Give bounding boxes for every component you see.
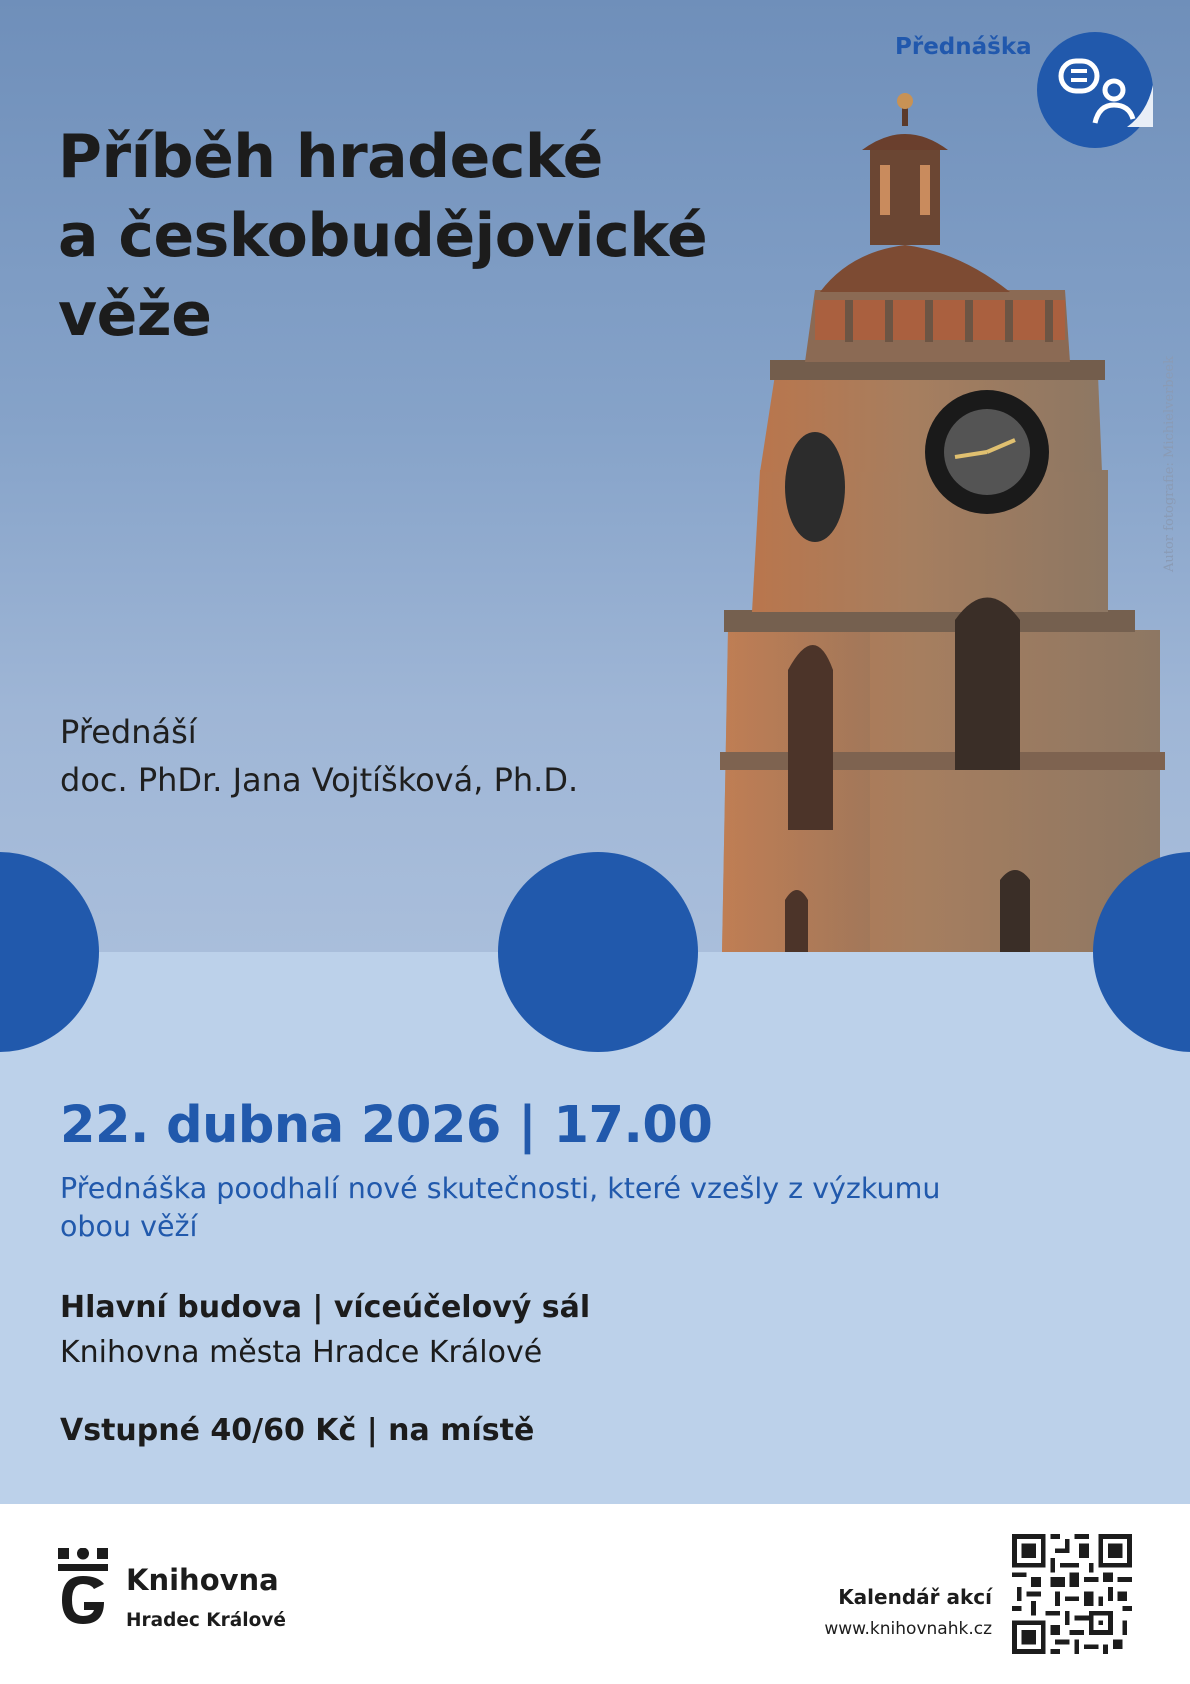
speaker-block	[60, 708, 578, 804]
event-venue-organization: Knihovna města Hradce Králové	[60, 1335, 543, 1370]
event-venue-room: Hlavní budova | víceúčelový sál	[60, 1290, 591, 1325]
category-badge-label: Přednáška	[895, 34, 1032, 60]
calendar-label: Kalendář akcí	[838, 1585, 992, 1609]
event-description	[60, 1170, 1140, 1246]
decorative-circle-middle	[498, 852, 698, 1052]
lecture-speaker-icon	[1035, 27, 1161, 153]
description-line-1: Přednáška poodhalí nové skutečnosti, které vzešly z výzkumu	[60, 1172, 941, 1205]
logo-city: Hradec Králové	[126, 1610, 286, 1631]
event-datetime: 22. dubna 2026 | 17.00	[60, 1096, 713, 1155]
website-url[interactable]: www.knihovnahk.cz	[824, 1619, 992, 1639]
event-title	[58, 118, 778, 355]
title-line-2: a českobudějovické	[58, 201, 708, 271]
title-line-1: Příběh hradecké	[58, 122, 603, 192]
title-line-3: věže	[58, 280, 212, 350]
library-logo-icon	[58, 1548, 108, 1626]
description-line-2: obou věží	[60, 1210, 198, 1243]
qr-code[interactable]	[1012, 1534, 1132, 1654]
speaker-name: doc. PhDr. Jana Vojtíšková, Ph.D.	[60, 761, 579, 799]
photo-credit: Autor fotografie: Michielverbeek	[1162, 356, 1177, 572]
speaker-label: Přednáší	[60, 713, 197, 751]
event-admission: Vstupné 40/60 Kč | na místě	[60, 1413, 535, 1448]
logo-name: Knihovna	[126, 1563, 279, 1597]
